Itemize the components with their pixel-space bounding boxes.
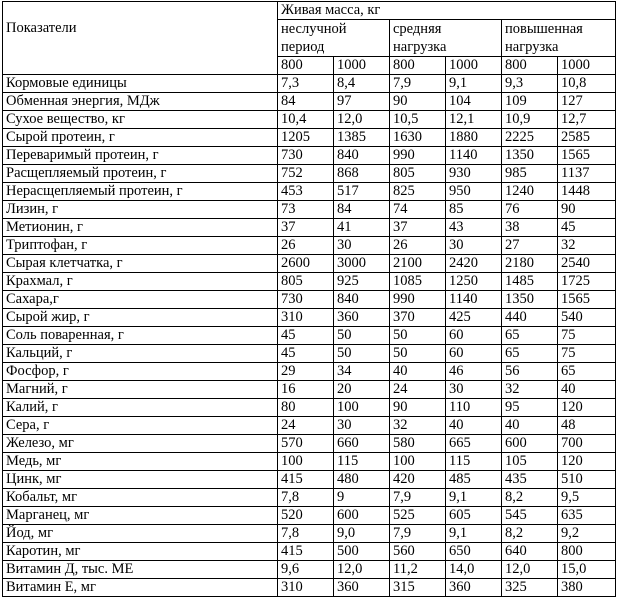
row-label: Сахара,г (3, 291, 278, 309)
value-cell: 48 (558, 417, 616, 435)
value-cell: 20 (334, 381, 390, 399)
value-cell: 32 (558, 237, 616, 255)
value-cell: 8,4 (334, 75, 390, 93)
value-cell: 45 (558, 219, 616, 237)
value-cell: 3000 (334, 255, 390, 273)
value-cell: 370 (390, 309, 446, 327)
value-cell: 1880 (446, 129, 502, 147)
value-cell: 840 (334, 291, 390, 309)
table-row (3, 93, 616, 111)
value-cell: 97 (334, 93, 390, 111)
row-label: Кальций, г (3, 345, 278, 363)
value-cell: 90 (390, 93, 446, 111)
value-cell: 7,8 (278, 489, 334, 507)
value-cell: 9,1 (446, 489, 502, 507)
value-cell: 9,1 (446, 75, 502, 93)
row-label: Расщепляемый протеин, г (3, 165, 278, 183)
value-cell: 9,1 (446, 525, 502, 543)
value-cell: 985 (502, 165, 558, 183)
table-row (3, 129, 616, 147)
value-cell: 7,3 (278, 75, 334, 93)
value-cell: 805 (278, 273, 334, 291)
value-cell: 1137 (558, 165, 616, 183)
value-cell: 1240 (502, 183, 558, 201)
row-label: Переваримый протеин, г (3, 147, 278, 165)
value-cell: 500 (334, 543, 390, 561)
value-cell: 560 (390, 543, 446, 561)
table-row (3, 471, 616, 489)
value-cell: 1350 (502, 147, 558, 165)
value-cell: 9,2 (558, 525, 616, 543)
value-cell: 1725 (558, 273, 616, 291)
value-cell: 30 (446, 381, 502, 399)
row-label: Железо, мг (3, 435, 278, 453)
value-cell: 1140 (446, 291, 502, 309)
value-cell: 43 (446, 219, 502, 237)
row-label: Нерасщепляемый протеин, г (3, 183, 278, 201)
row-label: Марганец, мг (3, 507, 278, 525)
row-label: Кормовые единицы (3, 75, 278, 93)
value-cell: 50 (390, 327, 446, 345)
table-header (3, 2, 616, 75)
weight-header: 800 (390, 57, 446, 75)
value-cell: 75 (558, 327, 616, 345)
value-cell: 46 (446, 363, 502, 381)
value-cell: 12,0 (502, 561, 558, 579)
value-cell: 1448 (558, 183, 616, 201)
value-cell: 440 (502, 309, 558, 327)
value-cell: 29 (278, 363, 334, 381)
value-cell: 90 (558, 201, 616, 219)
value-cell: 73 (278, 201, 334, 219)
value-cell: 1630 (390, 129, 446, 147)
value-cell: 104 (446, 93, 502, 111)
value-cell: 360 (446, 579, 502, 597)
value-cell: 84 (278, 93, 334, 111)
row-label: Соль поваренная, г (3, 327, 278, 345)
value-cell: 1085 (390, 273, 446, 291)
weight-header: 1000 (334, 57, 390, 75)
value-cell: 127 (558, 93, 616, 111)
value-cell: 415 (278, 543, 334, 561)
value-cell: 30 (334, 237, 390, 255)
value-cell: 16 (278, 381, 334, 399)
value-cell: 10,9 (502, 111, 558, 129)
value-cell: 50 (390, 345, 446, 363)
table-row (3, 165, 616, 183)
value-cell: 100 (334, 399, 390, 417)
table-row (3, 345, 616, 363)
value-cell: 950 (446, 183, 502, 201)
row-label: Фосфор, г (3, 363, 278, 381)
value-cell: 990 (390, 147, 446, 165)
value-cell: 360 (334, 309, 390, 327)
row-label: Обменная энергия, МДж (3, 93, 278, 111)
value-cell: 650 (446, 543, 502, 561)
value-cell: 1350 (502, 291, 558, 309)
value-cell: 11,2 (390, 561, 446, 579)
value-cell: 10,8 (558, 75, 616, 93)
value-cell: 660 (334, 435, 390, 453)
value-cell: 2420 (446, 255, 502, 273)
row-label: Сера, г (3, 417, 278, 435)
value-cell: 65 (558, 363, 616, 381)
value-cell: 990 (390, 291, 446, 309)
value-cell: 2180 (502, 255, 558, 273)
value-cell: 76 (502, 201, 558, 219)
row-label: Сухое вещество, кг (3, 111, 278, 129)
value-cell: 50 (334, 345, 390, 363)
value-cell: 9,6 (278, 561, 334, 579)
value-cell: 600 (502, 435, 558, 453)
value-cell: 12,7 (558, 111, 616, 129)
table-row (3, 417, 616, 435)
table-row (3, 219, 616, 237)
row-label: Медь, мг (3, 453, 278, 471)
value-cell: 37 (278, 219, 334, 237)
value-cell: 453 (278, 183, 334, 201)
value-cell: 752 (278, 165, 334, 183)
value-cell: 805 (390, 165, 446, 183)
value-cell: 90 (390, 399, 446, 417)
value-cell: 32 (390, 417, 446, 435)
row-label: Сырой жир, г (3, 309, 278, 327)
row-label: Магний, г (3, 381, 278, 399)
value-cell: 45 (278, 345, 334, 363)
live-weight-header: Живая масса, кг (278, 2, 616, 20)
table-row (3, 75, 616, 93)
value-cell: 2600 (278, 255, 334, 273)
value-cell: 930 (446, 165, 502, 183)
value-cell: 315 (390, 579, 446, 597)
value-cell: 640 (502, 543, 558, 561)
value-cell: 2100 (390, 255, 446, 273)
value-cell: 65 (502, 327, 558, 345)
value-cell: 60 (446, 345, 502, 363)
value-cell: 50 (334, 327, 390, 345)
value-cell: 1205 (278, 129, 334, 147)
value-cell: 2540 (558, 255, 616, 273)
table-row (3, 579, 616, 597)
value-cell: 517 (334, 183, 390, 201)
value-cell: 115 (334, 453, 390, 471)
table-row (3, 255, 616, 273)
table-row (3, 309, 616, 327)
value-cell: 635 (558, 507, 616, 525)
value-cell: 9,5 (558, 489, 616, 507)
row-label: Каротин, мг (3, 543, 278, 561)
value-cell: 310 (278, 579, 334, 597)
table-row (3, 237, 616, 255)
row-label: Йод, мг (3, 525, 278, 543)
value-cell: 580 (390, 435, 446, 453)
value-cell: 800 (558, 543, 616, 561)
value-cell: 825 (390, 183, 446, 201)
row-label: Витамин Д, тыс. МЕ (3, 561, 278, 579)
group-header-high-load: повышенная нагрузка (502, 20, 616, 57)
value-cell: 665 (446, 435, 502, 453)
table-row (3, 525, 616, 543)
value-cell: 1565 (558, 147, 616, 165)
value-cell: 2585 (558, 129, 616, 147)
value-cell: 525 (390, 507, 446, 525)
value-cell: 700 (558, 435, 616, 453)
value-cell: 840 (334, 147, 390, 165)
row-label: Метионин, г (3, 219, 278, 237)
value-cell: 26 (278, 237, 334, 255)
value-cell: 32 (502, 381, 558, 399)
value-cell: 40 (558, 381, 616, 399)
table-row (3, 489, 616, 507)
table-row (3, 435, 616, 453)
value-cell: 120 (558, 399, 616, 417)
value-cell: 9,0 (334, 525, 390, 543)
value-cell: 1250 (446, 273, 502, 291)
value-cell: 115 (446, 453, 502, 471)
value-cell: 435 (502, 471, 558, 489)
value-cell: 510 (558, 471, 616, 489)
value-cell: 10,5 (390, 111, 446, 129)
table-row (3, 111, 616, 129)
value-cell: 14,0 (446, 561, 502, 579)
value-cell: 8,2 (502, 489, 558, 507)
value-cell: 45 (278, 327, 334, 345)
row-label: Триптофан, г (3, 237, 278, 255)
value-cell: 26 (390, 237, 446, 255)
table-row (3, 507, 616, 525)
weight-header: 800 (502, 57, 558, 75)
row-label: Крахмал, г (3, 273, 278, 291)
value-cell: 41 (334, 219, 390, 237)
value-cell: 485 (446, 471, 502, 489)
group-header-off-season: неслучной период (278, 20, 390, 57)
table-row (3, 183, 616, 201)
value-cell: 105 (502, 453, 558, 471)
value-cell: 9,3 (502, 75, 558, 93)
value-cell: 325 (502, 579, 558, 597)
value-cell: 15,0 (558, 561, 616, 579)
value-cell: 110 (446, 399, 502, 417)
table-row (3, 399, 616, 417)
value-cell: 380 (558, 579, 616, 597)
table-row (3, 381, 616, 399)
value-cell: 545 (502, 507, 558, 525)
value-cell: 34 (334, 363, 390, 381)
weight-header: 800 (278, 57, 334, 75)
value-cell: 1385 (334, 129, 390, 147)
value-cell: 24 (390, 381, 446, 399)
value-cell: 925 (334, 273, 390, 291)
table-row (3, 363, 616, 381)
table-row (3, 561, 616, 579)
value-cell: 100 (278, 453, 334, 471)
weight-header: 1000 (558, 57, 616, 75)
value-cell: 7,9 (390, 525, 446, 543)
value-cell: 415 (278, 471, 334, 489)
value-cell: 80 (278, 399, 334, 417)
value-cell: 12,0 (334, 561, 390, 579)
value-cell: 40 (446, 417, 502, 435)
table-row (3, 201, 616, 219)
value-cell: 60 (446, 327, 502, 345)
value-cell: 24 (278, 417, 334, 435)
value-cell: 520 (278, 507, 334, 525)
row-label: Калий, г (3, 399, 278, 417)
value-cell: 9 (334, 489, 390, 507)
value-cell: 570 (278, 435, 334, 453)
group-header-medium-load: средняя нагрузка (390, 20, 502, 57)
value-cell: 40 (502, 417, 558, 435)
table-row (3, 453, 616, 471)
value-cell: 1140 (446, 147, 502, 165)
nutrient-norms-table (2, 1, 616, 597)
value-cell: 30 (334, 417, 390, 435)
value-cell: 27 (502, 237, 558, 255)
value-cell: 480 (334, 471, 390, 489)
value-cell: 420 (390, 471, 446, 489)
value-cell: 56 (502, 363, 558, 381)
value-cell: 540 (558, 309, 616, 327)
value-cell: 7,8 (278, 525, 334, 543)
value-cell: 310 (278, 309, 334, 327)
value-cell: 730 (278, 147, 334, 165)
value-cell: 84 (334, 201, 390, 219)
value-cell: 360 (334, 579, 390, 597)
value-cell: 10,4 (278, 111, 334, 129)
value-cell: 1485 (502, 273, 558, 291)
value-cell: 12,1 (446, 111, 502, 129)
value-cell: 605 (446, 507, 502, 525)
table-row (3, 327, 616, 345)
row-label: Сырой протеин, г (3, 129, 278, 147)
value-cell: 425 (446, 309, 502, 327)
value-cell: 600 (334, 507, 390, 525)
table-row (3, 543, 616, 561)
value-cell: 37 (390, 219, 446, 237)
weight-header: 1000 (446, 57, 502, 75)
value-cell: 2225 (502, 129, 558, 147)
value-cell: 95 (502, 399, 558, 417)
value-cell: 109 (502, 93, 558, 111)
value-cell: 85 (446, 201, 502, 219)
value-cell: 75 (558, 345, 616, 363)
value-cell: 1565 (558, 291, 616, 309)
table-row (3, 291, 616, 309)
value-cell: 38 (502, 219, 558, 237)
row-label: Лизин, г (3, 201, 278, 219)
value-cell: 12,0 (334, 111, 390, 129)
value-cell: 65 (502, 345, 558, 363)
table-row (3, 147, 616, 165)
row-label: Цинк, мг (3, 471, 278, 489)
row-label: Витамин Е, мг (3, 579, 278, 597)
table-body (3, 75, 616, 597)
value-cell: 7,9 (390, 489, 446, 507)
value-cell: 7,9 (390, 75, 446, 93)
row-label: Сырая клетчатка, г (3, 255, 278, 273)
value-cell: 40 (390, 363, 446, 381)
indicator-header: Показатели (3, 2, 278, 75)
value-cell: 74 (390, 201, 446, 219)
value-cell: 120 (558, 453, 616, 471)
value-cell: 730 (278, 291, 334, 309)
value-cell: 8,2 (502, 525, 558, 543)
value-cell: 868 (334, 165, 390, 183)
table-row (3, 273, 616, 291)
value-cell: 100 (390, 453, 446, 471)
value-cell: 30 (446, 237, 502, 255)
row-label: Кобальт, мг (3, 489, 278, 507)
